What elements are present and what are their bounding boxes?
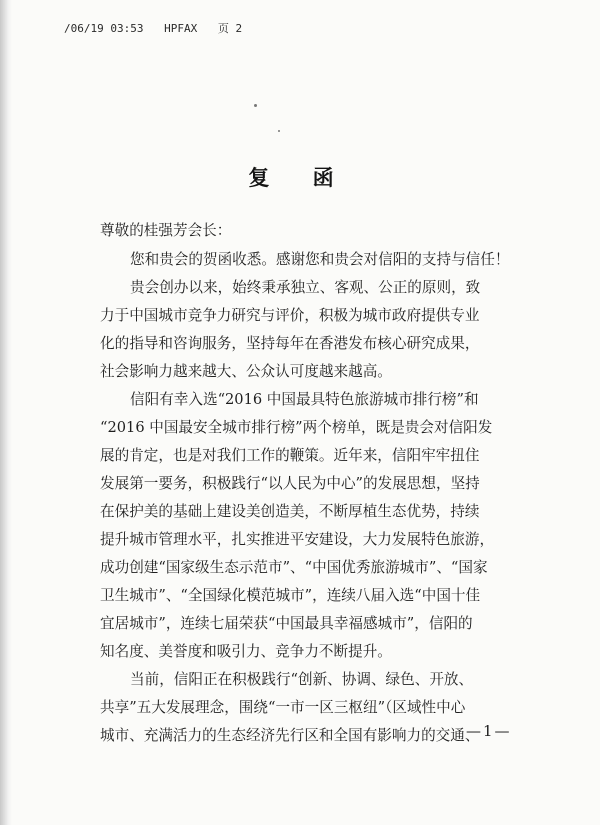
letter-lines <box>100 246 530 750</box>
letter-line: 成功创建“国家级生态示范市”、“中国优秀旅游城市”、“国家 <box>100 559 488 576</box>
letter-line: 当前，信阳正在积极践行“创新、协调、绿色、开放、 <box>130 671 474 688</box>
fax-sender: HPFAX <box>164 22 198 35</box>
fax-header <box>64 20 256 36</box>
letter-line: 展的肯定，也是对我们工作的鞭策。近年来，信阳牢牢扭住 <box>100 447 480 464</box>
letter-title: 复 函 <box>248 165 352 190</box>
scan-edge-shadow <box>0 0 12 825</box>
fax-page-label: 页 2 <box>217 22 243 35</box>
fax-datetime: /06/19 03:53 <box>64 22 144 35</box>
letter-line: 卫生城市”、“全国绿化模范城市”，连续八届入选“中国十佳 <box>100 587 481 604</box>
letter-salutation: 尊敬的桂强芳会长： <box>100 222 232 239</box>
letter-line: 提升城市管理水平，扎实推进平安建设，大力发展特色旅游， <box>100 531 495 548</box>
letter-line: 化的指导和咨询服务，坚持每年在香港发布核心研究成果， <box>100 335 480 352</box>
letter-line: 城市、充满活力的生态经济先行区和全国有影响力的交通、 <box>100 727 480 744</box>
letter-line: 共享”五大发展理念，围绕“一市一区三枢纽”（区域性中心 <box>100 699 466 716</box>
scan-speck <box>254 104 257 107</box>
letter-body <box>100 217 530 750</box>
page-number: —1— <box>466 722 512 740</box>
letter-line: 力于中国城市竞争力研究与评价，积极为城市政府提供专业 <box>100 307 480 324</box>
letter-line: “2016 中国最安全城市排行榜”两个榜单，既是贵会对信阳发 <box>100 419 493 436</box>
letter-line: 社会影响力越来越大、公众认可度越来越高。 <box>100 363 392 380</box>
scan-speck <box>278 130 280 132</box>
letter-line: 贵会创办以来，始终秉承独立、客观、公正的原则，致 <box>130 279 481 296</box>
letter-line: 知名度、美誉度和吸引力、竞争力不断提升。 <box>100 643 392 660</box>
letter-line: 发展第一要务，积极践行“以人民为中心”的发展思想，坚持 <box>100 475 480 492</box>
letter-line: 信阳有幸入选“2016 中国最具特色旅游城市排行榜”和 <box>130 391 479 408</box>
letter-line: 在保护美的基础上建设美创造美，不断厚植生态优势，持续 <box>100 503 480 520</box>
letter-line: 您和贵会的贺函收悉。感谢您和贵会对信阳的支持与信任！ <box>130 251 510 268</box>
letter-line: 宜居城市”，连续七届荣获“中国最具幸福感城市”，信阳的 <box>100 615 473 632</box>
